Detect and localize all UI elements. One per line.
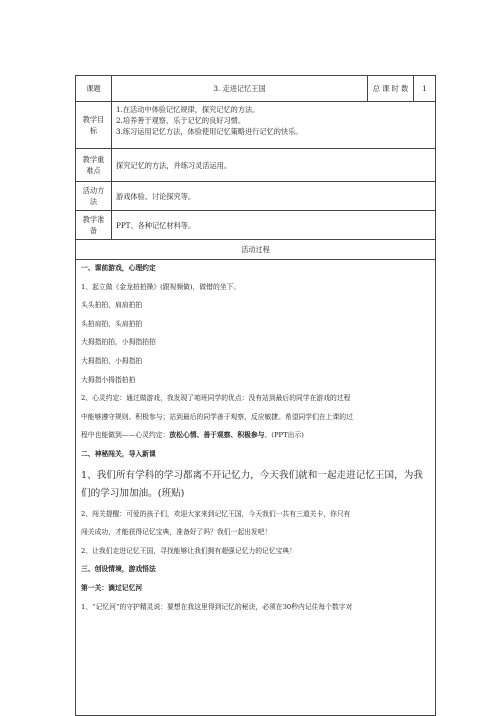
section-2-para-2-line-1: 2、闯关提醒：可爱的孩子们，欢迎大家来到记忆王国，今天我们一共有三道关卡，你只有	[81, 509, 351, 518]
chant-line: 大拇指拍拍，小拇指拍拍	[81, 338, 156, 347]
agreement-suffix: 。(PPT出示)	[264, 431, 304, 440]
hours-label: 总 课 时 数	[368, 76, 414, 102]
section-2-para-1-line-1: 1、我们所有学科的学习都离不开记忆力，今天我们就和一起走进记忆王国，为我	[81, 469, 423, 481]
section-2-para-1-line-2: 们的学习加加油。(班贴)	[81, 487, 185, 499]
chant-line: 大拇指小拇指拍拍	[81, 375, 136, 384]
agreement-prefix: 程中也能做到——心灵约定：	[81, 431, 170, 440]
section-2-para-3: 2、让我们走进记忆王国，寻找能够让我们拥有超强记忆力的记忆宝典！	[81, 546, 297, 555]
section-1-para-2-line-2: 中能够遵守规则、积极参与；站到最后的同学善于观察，反应敏捷。希望同学们在上课的过	[81, 412, 353, 421]
goal-item: 1.在活动中体验记忆规律，探究记忆的方法。	[116, 105, 260, 114]
process-title: 活动过程	[76, 240, 436, 260]
topic-value: 3. 走进记忆王国	[112, 76, 368, 102]
level-1-para-1: 1、“记忆河”的守护精灵说：要想在我这里得到记忆的秘诀，必须在30秒内记住每个数字对	[81, 602, 353, 611]
level-1-title: 第一关：滴过记忆河	[81, 583, 143, 592]
goals-row	[76, 102, 436, 149]
goals-cell	[112, 102, 436, 149]
process-body-row	[76, 260, 436, 716]
focus-value: 探究记忆的方法，并练习灵活运用。	[112, 149, 436, 182]
chant-line: 头头拍拍，肩肩拍拍	[81, 301, 143, 310]
section-1-para-1: 1、起立做《金龙拍拍操》(跟视频做)，做错的坐下。	[81, 282, 241, 291]
hours-value: 1	[414, 76, 436, 102]
topic-row	[76, 76, 436, 102]
focus-row	[76, 149, 436, 182]
agreement-keywords: 放松心情、善于观察、积极参与	[169, 431, 265, 440]
section-1-para-2-line-3	[81, 430, 430, 441]
section-1-para-2-line-1: 2、心灵约定：通过做游戏，我发现了咱班同学的优点：没有站到最后的同学在游戏的过程	[81, 394, 351, 403]
lesson-plan-table	[75, 75, 436, 716]
method-label: 活动方法	[76, 182, 112, 211]
section-2-title: 二、神秘闯关，导入新课	[81, 449, 156, 458]
focus-label: 教学重难点	[76, 149, 112, 182]
method-row	[76, 182, 436, 211]
goals-label: 教学目标	[76, 102, 112, 149]
section-3-title: 三、创设情境，游戏悟法	[81, 565, 156, 574]
prep-value: PPT、各种记忆材料等。	[112, 211, 436, 240]
prep-row	[76, 211, 436, 240]
goal-item: 2.培养善于观察、乐于记忆的良好习惯。	[116, 116, 246, 125]
chant-line: 头拍肩拍，头肩拍拍	[81, 319, 143, 328]
prep-label: 教学准备	[76, 211, 112, 240]
goal-item: 3.练习运用记忆方法，体验使用记忆策略进行记忆的快乐。	[116, 127, 303, 136]
process-title-row	[76, 240, 436, 260]
section-2-para-2-line-2: 闯关成功，才能获得记忆宝典，准备好了吗？我们一起出发吧！	[81, 528, 272, 537]
method-value: 游戏体验、讨论探究等。	[112, 182, 436, 211]
lesson-plan-page	[75, 75, 435, 707]
chant-line: 大拇指拍，小拇指拍	[81, 356, 143, 365]
process-body	[76, 260, 436, 716]
topic-label: 课题	[76, 76, 112, 102]
section-1-title: 一、课前游戏，心理约定	[81, 264, 156, 272]
